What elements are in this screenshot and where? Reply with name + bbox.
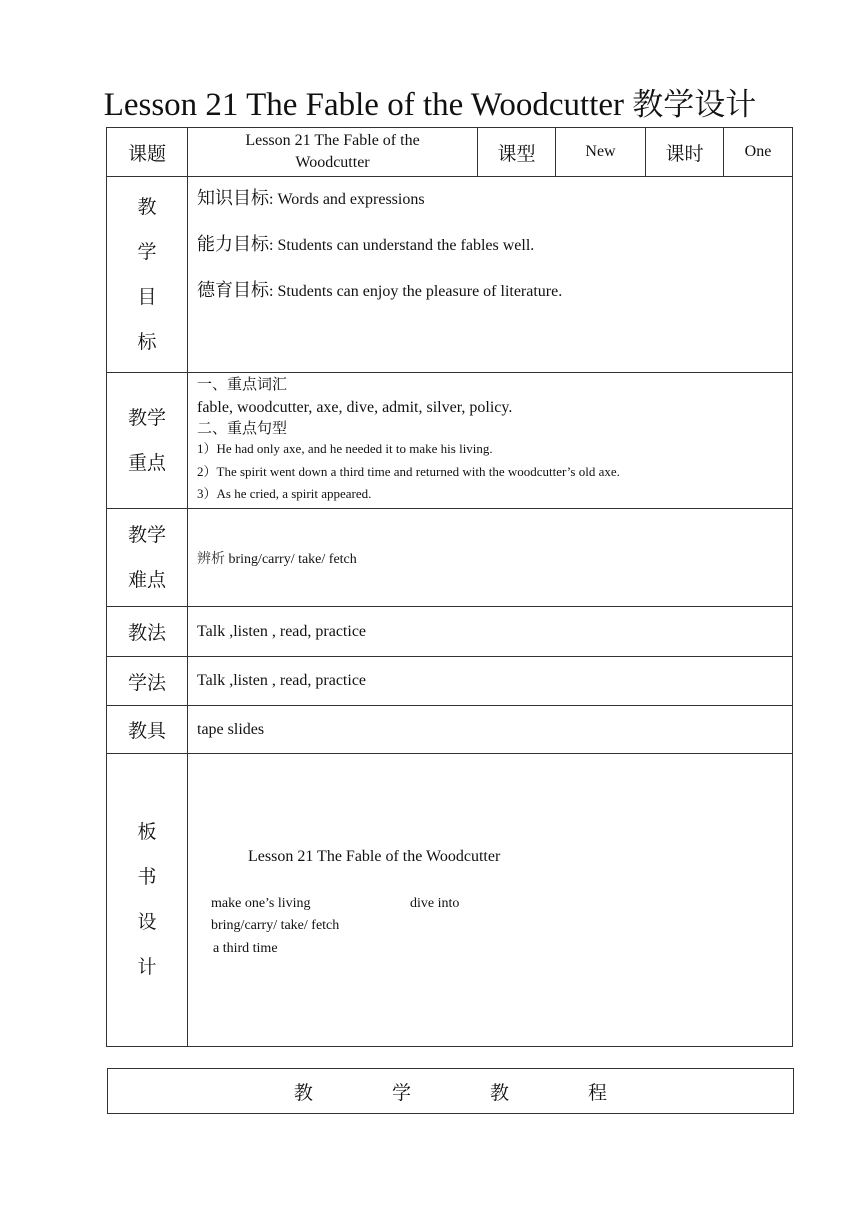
knowledge-goal-text: : Words and expressions	[269, 191, 425, 208]
key-points-label-line: 教学	[127, 406, 166, 429]
key-points-label	[107, 373, 188, 509]
vocab-heading: 一、重点词汇	[197, 375, 288, 393]
board-design-content	[188, 754, 793, 1047]
board-phrase: make one’s living	[211, 896, 311, 911]
teaching-method-value: Talk ,listen , read, practice	[188, 607, 793, 657]
goals-label-char: 目	[137, 285, 157, 308]
document-title	[0, 84, 860, 126]
knowledge-goal	[197, 188, 792, 211]
key-sentence: 1）He had only axe, and he needed it to make his living.	[197, 441, 493, 456]
title-english: Lesson 21 The Fable of the Woodcutter	[103, 87, 625, 123]
learning-method-label: 学法	[107, 657, 188, 706]
knowledge-goal-label: 知识目标	[197, 188, 269, 209]
period-value: One	[724, 128, 793, 177]
key-sentence: 3）As he cried, a spirit appeared.	[197, 486, 372, 501]
difficulties-prefix: 辨析	[197, 550, 225, 567]
difficulties-label	[107, 509, 188, 607]
teaching-process-heading	[108, 1069, 794, 1114]
type-label: 课型	[478, 128, 556, 177]
difficulties-label-line: 教学	[127, 523, 166, 546]
sentence-heading: 二、重点句型	[197, 419, 288, 437]
process-char: 程	[588, 1081, 608, 1104]
vocab-words: fable, woodcutter, axe, dive, admit, silver, policy.	[197, 399, 513, 416]
difficulties-row	[107, 509, 793, 607]
goals-row	[107, 177, 793, 373]
moral-goal-label: 德育目标	[197, 280, 269, 301]
learning-method-value: Talk ,listen , read, practice	[188, 657, 793, 706]
teaching-process-table	[107, 1068, 794, 1114]
goals-content	[188, 177, 793, 373]
board-heading: Lesson 21 The Fable of the Woodcutter	[248, 848, 501, 865]
title-chinese: 教学设计	[632, 87, 757, 123]
tools-value: tape slides	[188, 706, 793, 754]
type-value: New	[556, 128, 646, 177]
learning-method-row	[107, 657, 793, 706]
tools-label: 教具	[107, 706, 188, 754]
board-label-char: 书	[137, 866, 157, 888]
goals-label-char: 学	[137, 240, 157, 263]
board-phrase: bring/carry/ take/ fetch	[211, 918, 340, 933]
ability-goal-label: 能力目标	[197, 234, 269, 255]
board-label-char: 设	[137, 911, 157, 933]
key-sentence: 2）The spirit went down a third time and returned with the woodcutter’s old axe.	[197, 463, 620, 479]
key-points-content	[188, 373, 793, 509]
difficulties-text: bring/carry/ take/ fetch	[225, 551, 357, 567]
board-design-label	[107, 754, 188, 1047]
board-phrase: dive into	[410, 896, 460, 911]
ability-goal	[197, 234, 792, 257]
key-points-row	[107, 373, 793, 509]
board-label-char: 板	[137, 821, 157, 843]
teaching-method-row	[107, 607, 793, 657]
process-char: 教	[490, 1081, 510, 1104]
difficulties-label-line: 难点	[127, 568, 166, 591]
difficulties-content	[188, 509, 793, 607]
board-phrase: a third time	[213, 941, 278, 956]
topic-label: 课题	[107, 128, 188, 177]
lesson-plan-table	[106, 127, 793, 1047]
moral-goal-text: : Students can enjoy the pleasure of literature.	[269, 283, 563, 300]
teaching-method-label: 教法	[107, 607, 188, 657]
ability-goal-text: : Students can understand the fables well.	[269, 237, 535, 254]
goals-label	[107, 177, 188, 373]
topic-value	[188, 128, 478, 177]
goals-label-char: 标	[137, 330, 157, 353]
header-row	[107, 128, 793, 177]
goals-label-char: 教	[137, 195, 157, 218]
board-label-char: 计	[137, 956, 157, 978]
process-char: 学	[391, 1081, 411, 1104]
period-label: 课时	[646, 128, 724, 177]
tools-row	[107, 706, 793, 754]
board-design-row	[107, 754, 793, 1047]
key-points-label-line: 重点	[127, 451, 166, 474]
process-char: 教	[293, 1081, 313, 1104]
topic-value-text: Lesson 21 The Fable of the Woodcutter	[245, 132, 420, 171]
moral-goal	[197, 280, 792, 303]
